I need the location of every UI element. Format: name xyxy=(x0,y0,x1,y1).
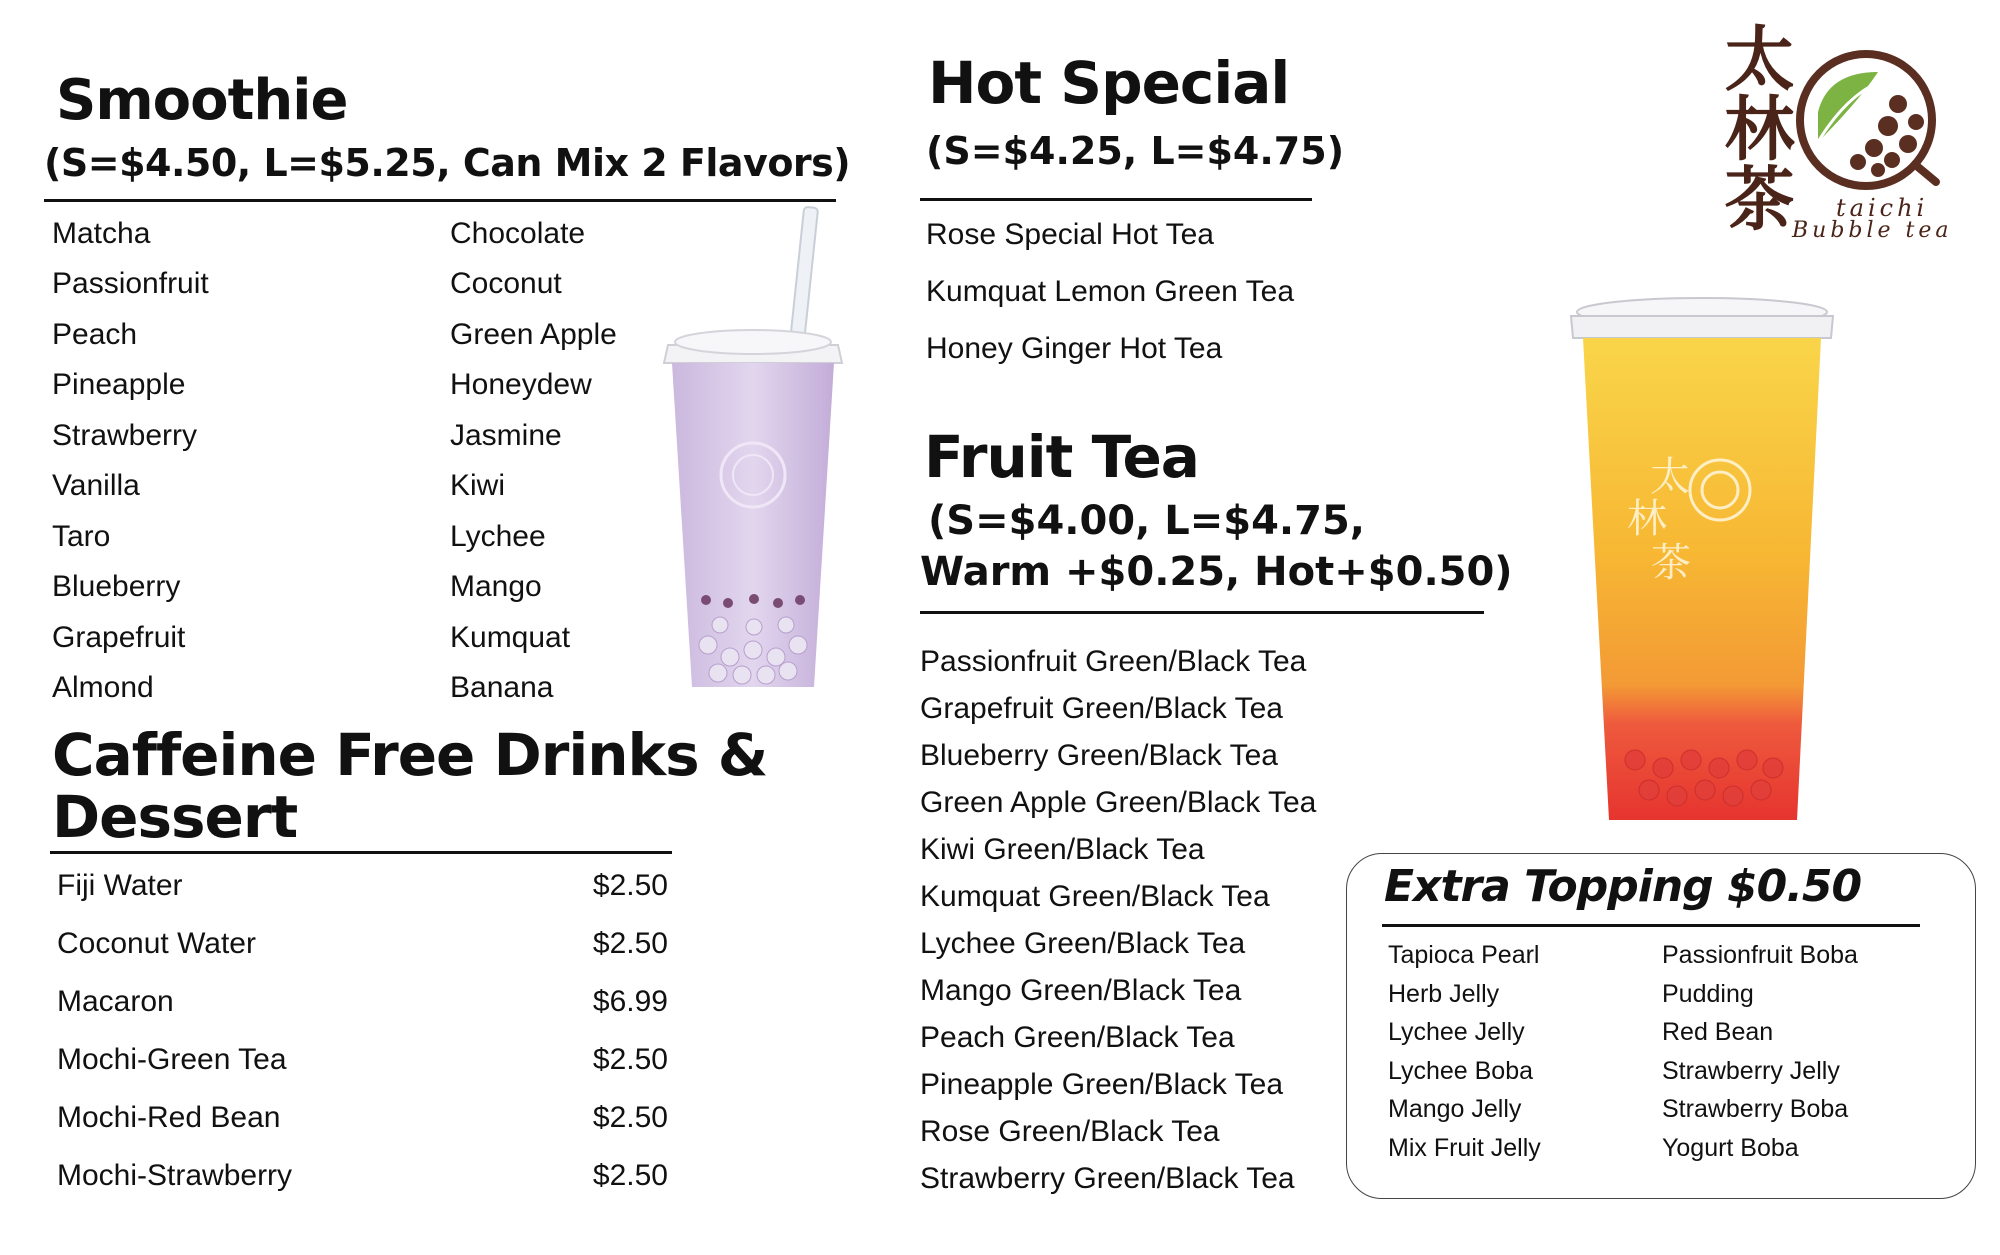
svg-text:太: 太 xyxy=(1650,454,1690,500)
smoothie-cup-image xyxy=(658,205,848,695)
caffeine-free-title-line1: Caffeine Free Drinks & xyxy=(52,721,768,789)
list-item: Coconut xyxy=(450,267,562,300)
list-item: Strawberry xyxy=(52,419,198,452)
list-item: Mango Jelly xyxy=(1388,1095,1522,1123)
extra-topping-title: Extra Topping $0.50 xyxy=(1384,861,1862,912)
list-item: Yogurt Boba xyxy=(1662,1134,1799,1162)
hot-special-title: Hot Special xyxy=(928,49,1290,117)
list-item: Passionfruit Boba xyxy=(1662,941,1858,969)
list-item: Vanilla xyxy=(52,469,140,502)
menu-item-name: Mochi-Red Bean xyxy=(57,1101,281,1134)
list-item: Pudding xyxy=(1662,980,1754,1008)
list-item: Almond xyxy=(52,671,154,704)
menu-item-price: $2.50 xyxy=(592,927,668,960)
list-item: Kiwi xyxy=(450,469,506,502)
list-item: Blueberry xyxy=(52,570,181,603)
svg-text:林: 林 xyxy=(1627,496,1667,542)
menu-item-name: Macaron xyxy=(57,985,174,1018)
hot-special-subtitle: (S=$4.25, L=$4.75) xyxy=(926,129,1345,173)
fruit-tea-subtitle-line2: Warm +$0.25, Hot+$0.50) xyxy=(920,549,1513,595)
list-item: Rose Green/Black Tea xyxy=(920,1115,1220,1148)
list-item: Peach xyxy=(52,318,138,351)
list-item: Banana xyxy=(450,671,554,704)
smoothie-divider xyxy=(44,199,836,202)
list-item: Passionfruit Green/Black Tea xyxy=(920,645,1307,678)
fruit-tea-divider xyxy=(920,611,1484,614)
logo-brand-line2: Bubble tea xyxy=(1792,218,1953,243)
list-item: Lychee xyxy=(450,520,546,553)
menu-item-name: Coconut Water xyxy=(57,927,256,960)
list-item: Strawberry Green/Black Tea xyxy=(920,1162,1295,1195)
caffeine-free-title-line2: Dessert xyxy=(52,783,298,851)
fruit-tea-cup-image xyxy=(1565,290,1840,830)
smoothie-title: Smoothie xyxy=(56,68,348,133)
list-item: Peach Green/Black Tea xyxy=(920,1021,1235,1054)
list-item: Lychee Green/Black Tea xyxy=(920,927,1246,960)
caffeine-free-divider xyxy=(50,851,672,854)
menu-item-price: $2.50 xyxy=(592,1101,668,1134)
logo-emblem-icon xyxy=(1788,42,1948,202)
list-item: Kumquat Lemon Green Tea xyxy=(926,275,1295,308)
smoothie-subtitle: (S=$4.50, L=$5.25, Can Mix 2 Flavors) xyxy=(44,141,851,185)
menu-item-name: Mochi-Strawberry xyxy=(57,1159,293,1192)
extra-topping-divider xyxy=(1382,924,1920,927)
logo-chinese-text: 太林茶 xyxy=(1713,22,1796,232)
fruit-tea-subtitle-line1: (S=$4.00, L=$4.75, xyxy=(928,498,1365,544)
list-item: Chocolate xyxy=(450,217,586,250)
hot-special-divider xyxy=(920,198,1312,201)
list-item: Green Apple Green/Black Tea xyxy=(920,786,1317,819)
list-item: Rose Special Hot Tea xyxy=(926,218,1214,251)
list-item: Taro xyxy=(52,520,111,553)
list-item: Kumquat xyxy=(450,621,571,654)
menu-item-price: $2.50 xyxy=(592,1159,668,1192)
list-item: Honey Ginger Hot Tea xyxy=(926,332,1223,365)
list-item: Strawberry Boba xyxy=(1662,1095,1849,1123)
list-item: Lychee Boba xyxy=(1388,1057,1534,1085)
list-item: Honeydew xyxy=(450,368,592,401)
list-item: Green Apple xyxy=(450,318,617,351)
list-item: Mix Fruit Jelly xyxy=(1388,1134,1541,1162)
menu-item-price: $2.50 xyxy=(592,869,668,902)
list-item: Lychee Jelly xyxy=(1388,1018,1525,1046)
list-item: Grapefruit Green/Black Tea xyxy=(920,692,1283,725)
menu-item-price: $2.50 xyxy=(592,1043,668,1076)
menu-item-price: $6.99 xyxy=(592,985,668,1018)
list-item: Mango xyxy=(450,570,542,603)
list-item: Grapefruit xyxy=(52,621,186,654)
menu-item-name: Mochi-Green Tea xyxy=(57,1043,287,1076)
list-item: Tapioca Pearl xyxy=(1388,941,1540,969)
list-item: Herb Jelly xyxy=(1388,980,1500,1008)
logo-brand-line1: taichi xyxy=(1836,194,1929,222)
list-item: Kiwi Green/Black Tea xyxy=(920,833,1205,866)
list-item: Strawberry Jelly xyxy=(1662,1057,1840,1085)
menu-item-name: Fiji Water xyxy=(57,869,183,902)
list-item: Pineapple Green/Black Tea xyxy=(920,1068,1284,1101)
list-item: Mango Green/Black Tea xyxy=(920,974,1242,1007)
fruit-tea-title: Fruit Tea xyxy=(924,423,1199,491)
svg-text:茶: 茶 xyxy=(1651,540,1691,586)
list-item: Matcha xyxy=(52,217,151,250)
list-item: Kumquat Green/Black Tea xyxy=(920,880,1270,913)
list-item: Red Bean xyxy=(1662,1018,1774,1046)
taichi-logo xyxy=(1640,18,1970,258)
list-item: Passionfruit xyxy=(52,267,209,300)
list-item: Blueberry Green/Black Tea xyxy=(920,739,1278,772)
list-item: Pineapple xyxy=(52,368,186,401)
list-item: Jasmine xyxy=(450,419,562,452)
